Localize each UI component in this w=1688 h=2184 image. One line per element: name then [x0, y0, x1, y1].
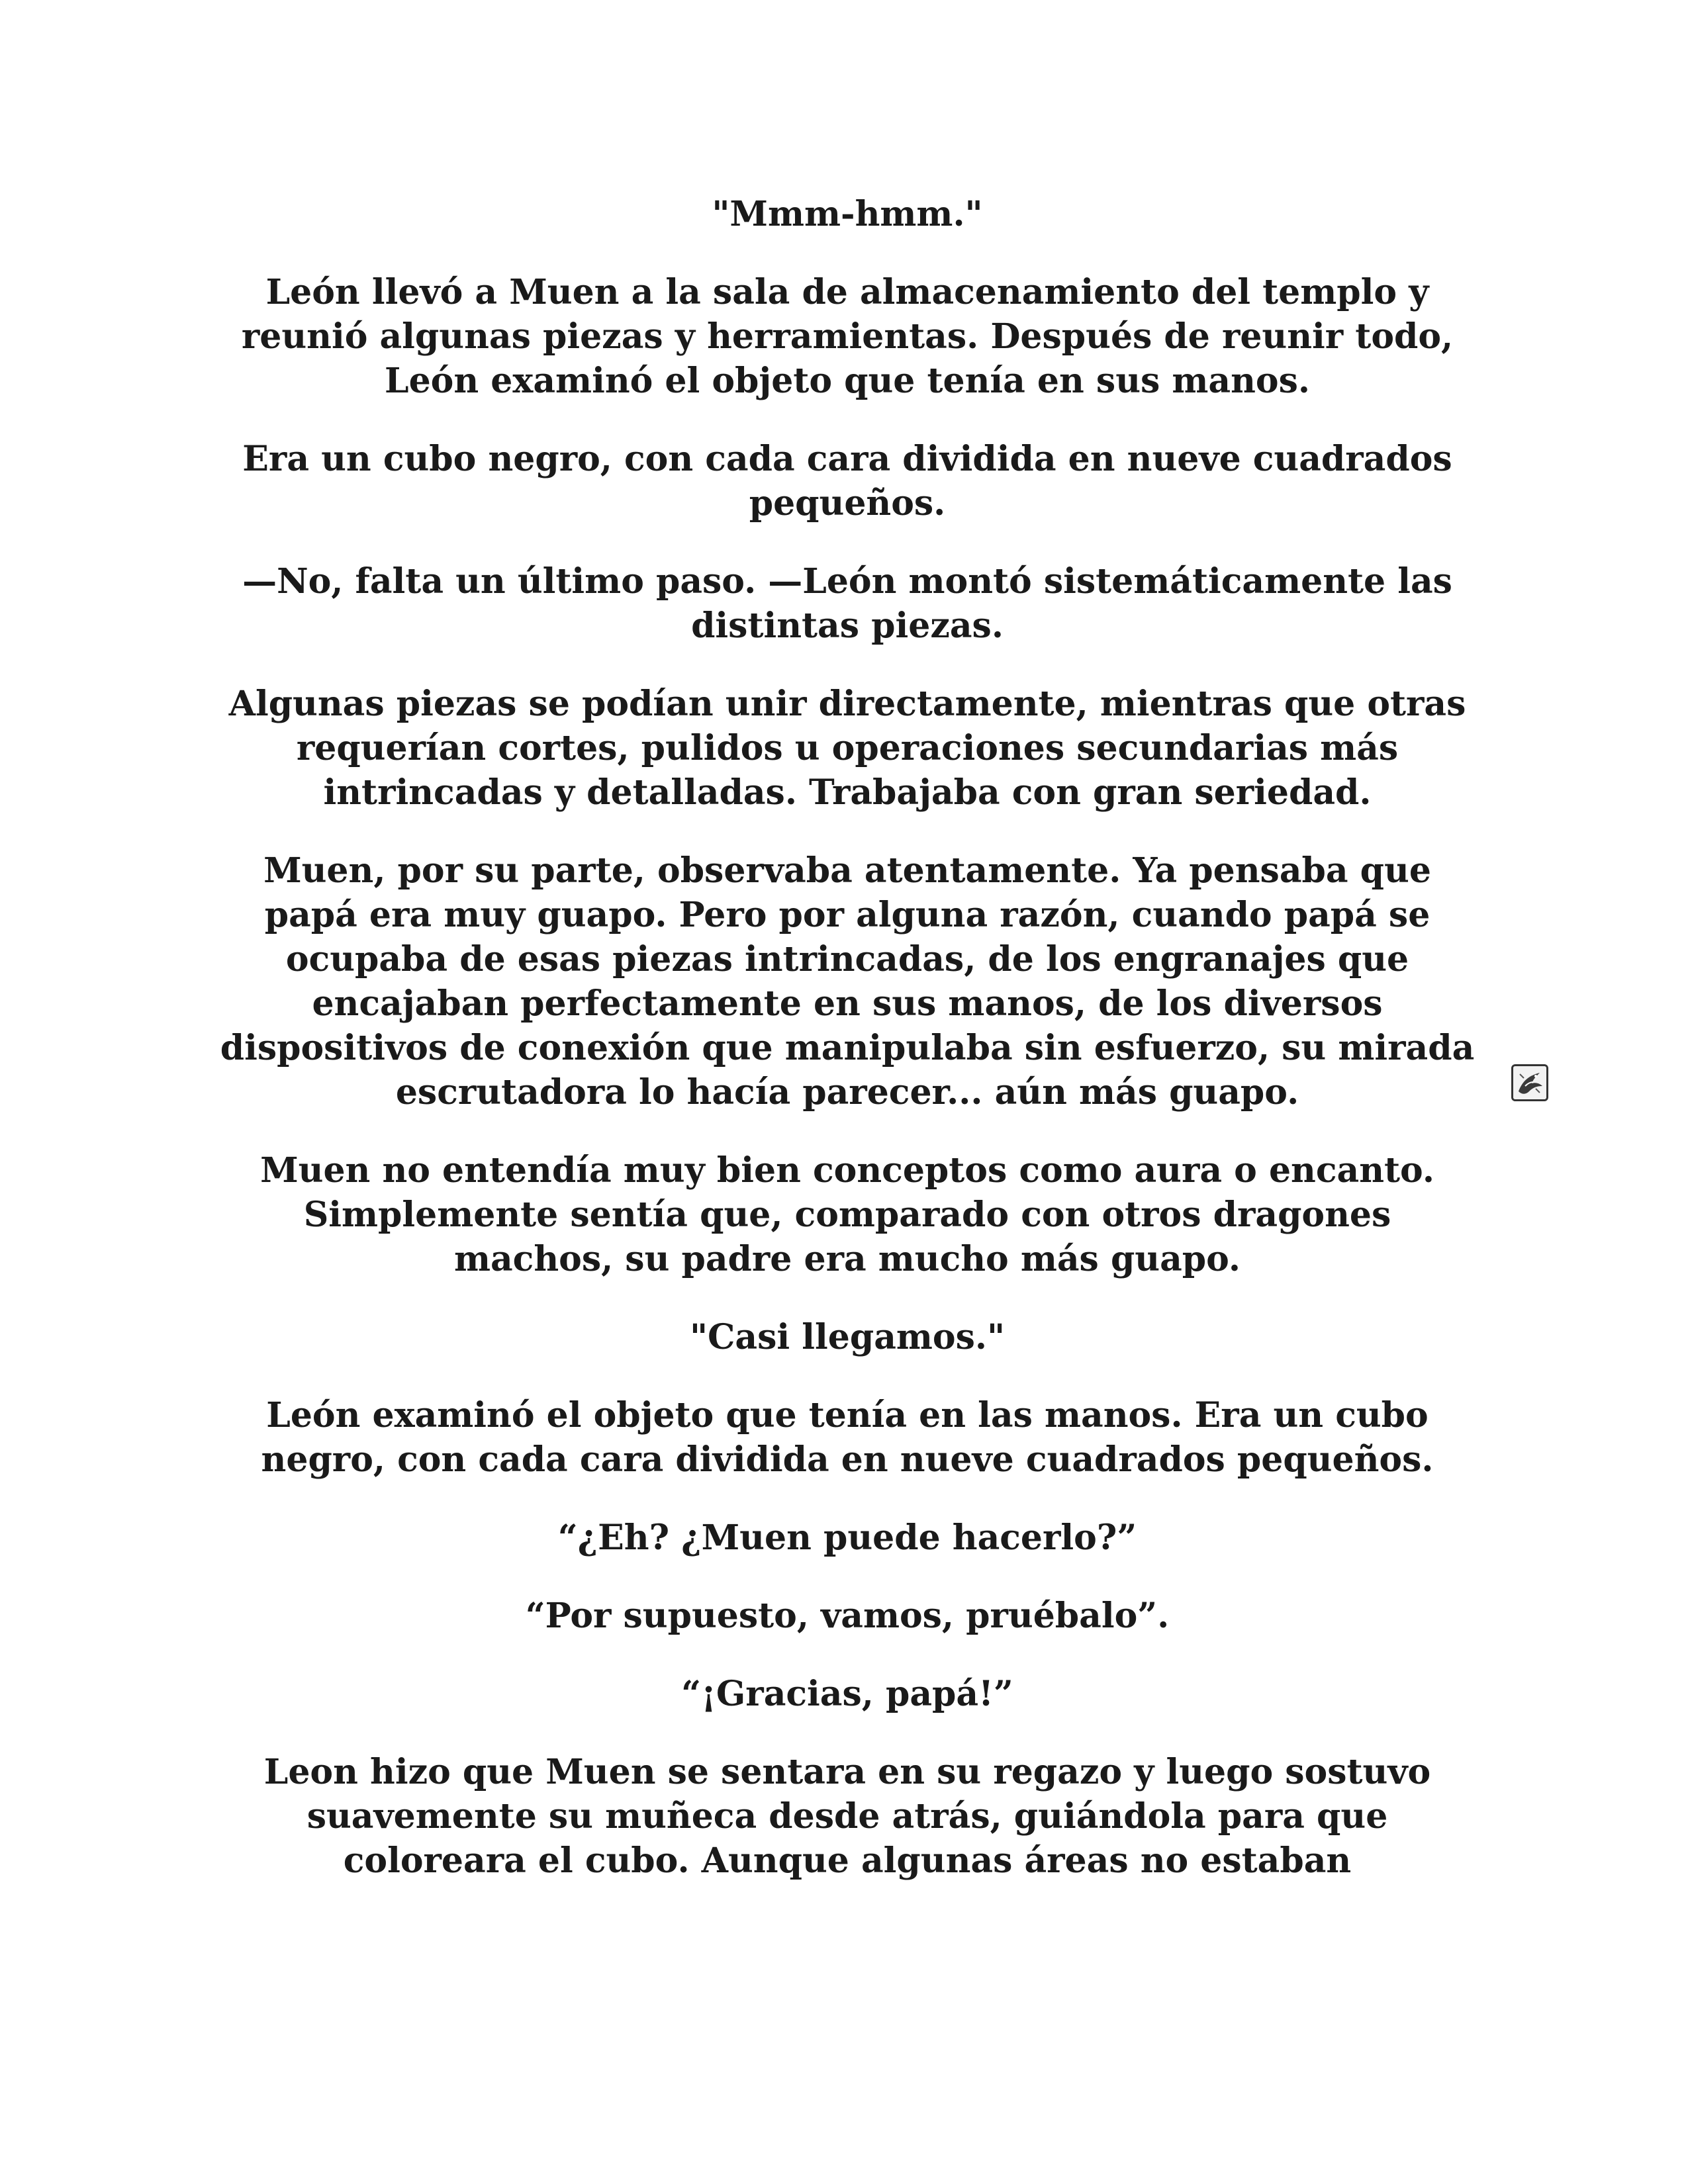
paragraph: León examinó el objeto que tenía en las manos. Era un cubo negro, con cada cara dividida en nueve cuadrados pequeños.: [261, 1395, 1434, 1480]
dragon-emblem-icon: [1511, 1064, 1548, 1101]
paragraph: Algunas piezas se podían unir directamente, mientras que otras requerían cortes, pulidos u operaciones secundarias más intrincadas y detalladas. Trabajaba con gran seriedad.: [228, 684, 1466, 813]
paragraph: “¿Eh? ¿Muen puede hacerlo?”: [557, 1518, 1137, 1558]
paragraph: “Por supuesto, vamos, pruébalo”.: [525, 1596, 1170, 1636]
document-body: [218, 192, 1476, 1917]
paragraph: "Casi llegamos.": [689, 1317, 1006, 1357]
paragraph: Leon hizo que Muen se sentara en su regazo y luego sostuvo suavemente su muñeca desde atrás, guiándola para que coloreara el cubo. Aunque algunas áreas no estaban: [263, 1752, 1431, 1881]
paragraph: Muen no entendía muy bien conceptos como aura o encanto. Simplemente sentía que, comparado con otros dragones machos, su padre era mucho más guapo.: [260, 1150, 1434, 1279]
paragraph: Era un cubo negro, con cada cara dividida en nueve cuadrados pequeños.: [242, 439, 1452, 523]
paragraph: León llevó a Muen a la sala de almacenamiento del templo y reunió algunas piezas y herramientas. Después de reunir todo, León examinó el objeto que tenía en sus manos.: [241, 272, 1454, 401]
paragraph: Muen, por su parte, observaba atentamente. Ya pensaba que papá era muy guapo. Pero por alguna razón, cuando papá se ocupaba de esas piezas intrincadas, de los engranajes que encajaban perfectamente en sus manos, de los diversos dispositivos de conexión que manipulaba sin esfuerzo, su mirada escrutadora lo hacía parecer... aún más guapo.: [220, 850, 1475, 1113]
paragraph: "Mmm-hmm.": [712, 194, 983, 234]
paragraph: —No, falta un último paso. —León montó sistemáticamente las distintas piezas.: [242, 561, 1452, 646]
paragraph: “¡Gracias, papá!”: [681, 1674, 1013, 1714]
